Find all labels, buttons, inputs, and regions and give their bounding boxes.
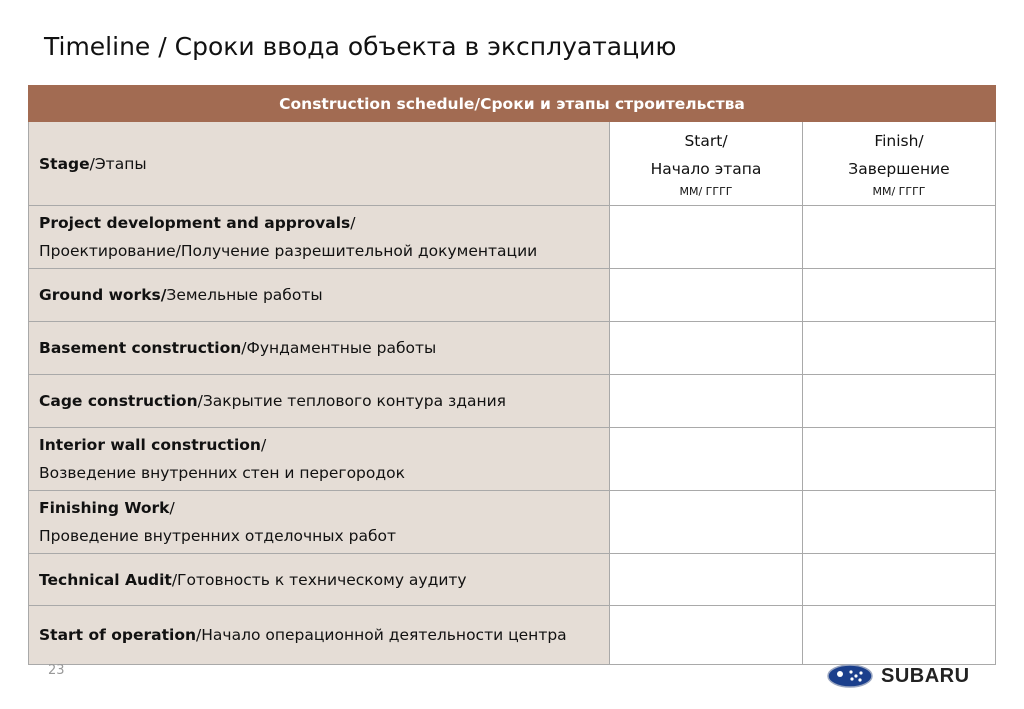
table-row	[29, 375, 996, 428]
subaru-logo	[827, 664, 970, 688]
table-row	[29, 491, 996, 554]
table-row	[29, 554, 996, 606]
start-label: Start/	[684, 131, 728, 150]
page-number: 23	[48, 663, 65, 678]
finish-label-ru: Завершение	[848, 159, 950, 178]
stage-ru: /Готовность к техническому аудиту	[171, 570, 467, 589]
stage-ru: /Закрытие теплового контура здания	[197, 392, 506, 410]
table-caption-row	[29, 86, 996, 122]
stage-cell	[29, 428, 610, 491]
finish-date-cell[interactable]	[803, 428, 996, 491]
stage-ru: /	[260, 436, 267, 454]
table-row	[29, 206, 996, 269]
schedule-table	[28, 85, 996, 665]
stage-ru: /Фундаментные работы	[241, 339, 437, 357]
logo-text: SUBARU	[881, 664, 970, 687]
finish-label: Finish/	[874, 131, 924, 150]
stage-header-ru: /Этапы	[89, 154, 147, 173]
page-title: Timeline / Сроки ввода объекта в эксплуатацию	[44, 32, 677, 61]
stage-en: Technical Audit	[39, 570, 172, 589]
stage-en: Cage construction	[39, 392, 198, 410]
stage-ru: Земельные работы	[166, 286, 323, 304]
stage-ru: /	[350, 214, 356, 232]
subaru-emblem-icon	[827, 664, 873, 688]
finish-date-cell[interactable]	[803, 322, 996, 375]
stage-header-en: Stage	[39, 154, 90, 173]
finish-format: ММ/ ГГГГ	[872, 184, 926, 198]
stage-cell	[29, 491, 610, 554]
table-row	[29, 322, 996, 375]
start-date-cell[interactable]	[610, 206, 803, 269]
stage-cell	[29, 554, 610, 606]
finish-date-cell[interactable]	[803, 269, 996, 322]
stage-en: Ground works/	[39, 286, 167, 304]
stage-ru-line2: Проектирование/Получение разрешительной документации	[39, 242, 538, 260]
stage-cell	[29, 375, 610, 428]
stage-en: Project development and approvals	[39, 214, 351, 232]
stage-cell	[29, 322, 610, 375]
finish-date-cell[interactable]	[803, 375, 996, 428]
finish-date-cell[interactable]	[803, 554, 996, 606]
stage-ru-line2: Проведение внутренних отделочных работ	[39, 527, 397, 545]
stage-en: Finishing Work	[39, 499, 170, 517]
finish-date-cell[interactable]	[803, 491, 996, 554]
stage-en: Start of operation	[39, 626, 197, 644]
table-caption: Construction schedule/Сроки и этапы строительства	[29, 86, 996, 122]
finish-date-cell[interactable]	[803, 606, 996, 665]
start-format: ММ/ ГГГГ	[679, 184, 733, 198]
stage-en: Interior wall construction	[39, 436, 261, 454]
stage-cell	[29, 269, 610, 322]
stage-ru: /Начало операционной деятельности центра	[196, 626, 567, 644]
start-date-cell[interactable]	[610, 428, 803, 491]
stage-ru: /	[169, 499, 175, 517]
stage-header	[29, 122, 610, 206]
start-date-cell[interactable]	[610, 269, 803, 322]
table-row	[29, 606, 996, 665]
stage-ru-line2: Возведение внутренних стен и перегородок	[39, 464, 405, 482]
stage-en: Basement construction	[39, 339, 242, 357]
start-date-cell[interactable]	[610, 375, 803, 428]
start-date-cell[interactable]	[610, 322, 803, 375]
table-header-row	[29, 122, 996, 206]
start-date-cell[interactable]	[610, 606, 803, 665]
stage-cell	[29, 206, 610, 269]
start-date-cell[interactable]	[610, 491, 803, 554]
table-row	[29, 428, 996, 491]
start-label-ru: Начало этапа	[650, 159, 762, 178]
finish-header	[803, 122, 996, 206]
table-row	[29, 269, 996, 322]
stage-cell	[29, 606, 610, 665]
start-header	[610, 122, 803, 206]
start-date-cell[interactable]	[610, 554, 803, 606]
finish-date-cell[interactable]	[803, 206, 996, 269]
